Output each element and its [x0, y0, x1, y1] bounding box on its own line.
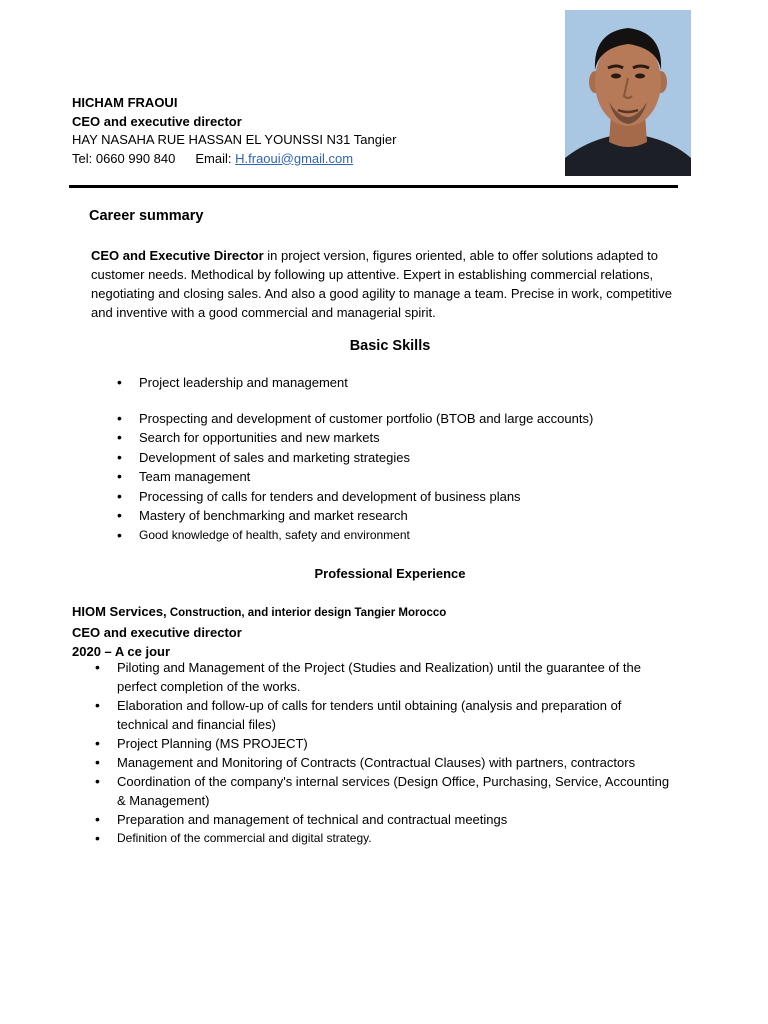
company-description: Construction, and interior design Tangier Morocco [166, 607, 447, 619]
list-item: • Prospecting and development of customer portfolio (BTOB and large accounts) [117, 409, 677, 429]
contact-header [72, 94, 542, 168]
job-period: 2020 – A ce jour [72, 644, 171, 659]
list-item: • Development of sales and marketing strategies [117, 448, 677, 468]
email-link[interactable]: H.fraoui@gmail.com [235, 150, 354, 166]
list-item: • Team management [117, 467, 677, 487]
email-label: Email: [195, 150, 232, 166]
list-item: • Definition of the commercial and digital strategy. [95, 829, 670, 848]
summary-lead: CEO and Executive Director [91, 248, 264, 263]
list-item: • Elaboration and follow-up of calls for tenders until obtaining (analysis and preparation of technical and financial files) [95, 696, 670, 734]
portrait-image [565, 10, 691, 176]
telephone: Tel: 0660 990 840 [72, 150, 176, 166]
profile-photo [565, 10, 691, 176]
address: HAY NASAHA RUE HASSAN EL YOUNSSI N31 Tangier [72, 132, 397, 147]
person-title: CEO and executive director [72, 113, 242, 129]
list-item: • Project leadership and management [117, 373, 677, 393]
list-item: • Good knowledge of health, safety and environment [117, 526, 677, 546]
list-item: • Management and Monitoring of Contracts (Contractual Clauses) with partners, contractors [95, 753, 670, 772]
list-item: • Mastery of benchmarking and market research [117, 506, 677, 526]
company-name: HIOM Services, [72, 604, 167, 619]
person-name: HICHAM FRAOUI [72, 95, 178, 110]
career-summary-heading: Career summary [89, 208, 204, 224]
list-item: • Piloting and Management of the Project (Studies and Realization) until the guarantee of the perfect completion of the works. [95, 658, 670, 696]
list-item: • Search for opportunities and new markets [117, 428, 677, 448]
list-item: • Preparation and management of technical and contractual meetings [95, 810, 670, 829]
company-line [72, 602, 446, 623]
career-summary-text [91, 246, 681, 322]
list-item: • Processing of calls for tenders and development of business plans [117, 487, 677, 507]
duties-list [95, 658, 670, 848]
professional-experience-heading: Professional Experience [314, 566, 466, 581]
contact-line [72, 150, 542, 169]
basic-skills-heading: Basic Skills [349, 338, 431, 354]
job-entry [72, 602, 446, 661]
list-item: • Project Planning (MS PROJECT) [95, 734, 670, 753]
summary-body: in project version, figures oriented, able to offer solutions adapted to customer needs. Methodical by following up attentive. Expert in establishing commercial relations, negotiating and closing sales. And also a good agility to manage a team. Precise in work, competitive and inventive with a good commercial and managerial spirit. [91, 248, 673, 320]
list-item: • Coordination of the company's internal services (Design Office, Purchasing, Service, Accounting & Management) [95, 772, 670, 810]
header-divider [69, 185, 678, 188]
job-role: CEO and executive director [72, 625, 242, 640]
skills-list [117, 373, 677, 545]
